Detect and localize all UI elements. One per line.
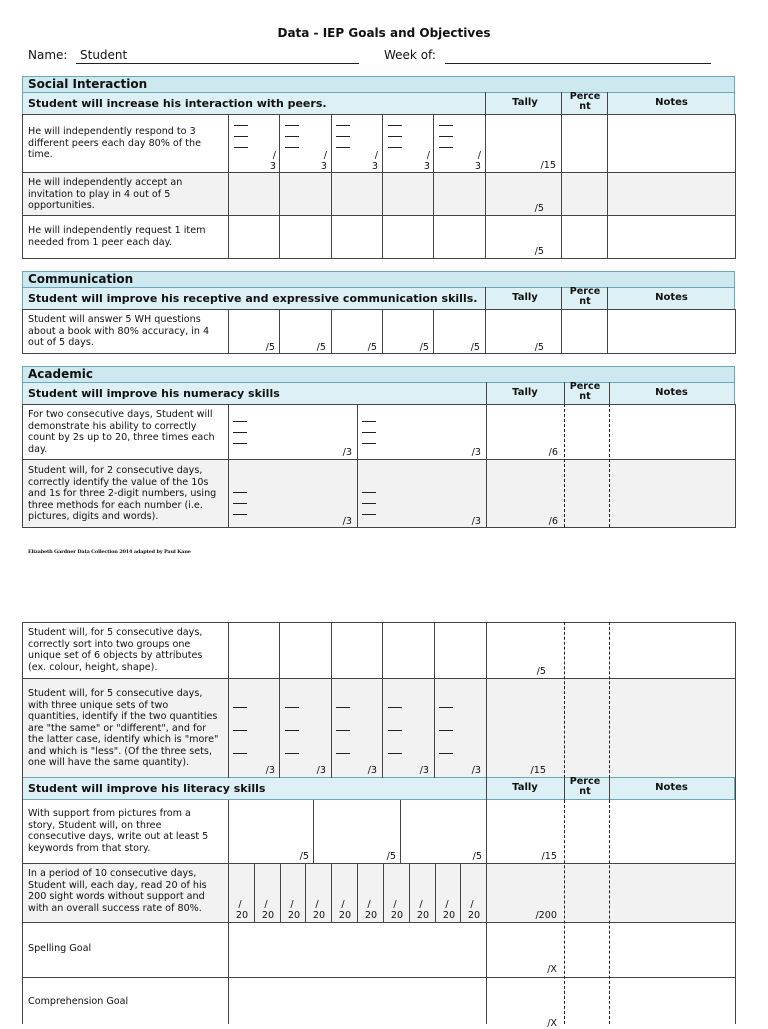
goal-text-social: Student will increase his interaction with peers. bbox=[28, 97, 327, 110]
tally-social-3[interactable]: /5 bbox=[534, 246, 544, 257]
goal-text-literacy: Student will improve his literacy skills bbox=[28, 782, 266, 795]
comm-cell-3[interactable]: /5 bbox=[367, 342, 377, 353]
tally-quantities[interactable]: /15 bbox=[530, 765, 546, 776]
header-tally: Tally bbox=[512, 387, 538, 398]
header-tally: Tally bbox=[512, 97, 538, 108]
tally-academic-2[interactable]: /6 bbox=[548, 516, 558, 527]
header-percent: Perce nt bbox=[569, 91, 601, 112]
name-value[interactable]: Student bbox=[80, 48, 128, 62]
header-notes: Notes bbox=[655, 292, 688, 303]
tally-keywords[interactable]: /15 bbox=[541, 851, 557, 862]
header-notes: Notes bbox=[655, 387, 688, 398]
objective-keywords: With support from pictures from a story, Student will, on three consecutive days, write out at least 5 keywords from that story. bbox=[28, 808, 209, 854]
objective-academic-1: For two consecutive days, Student will demonstrate his ability to correctly count by 2s up to 20, three times each day. bbox=[28, 409, 215, 455]
name-underline bbox=[76, 63, 359, 64]
header-tally: Tally bbox=[512, 292, 538, 303]
objective-social-1: He will independently respond to 3 different peers each day 80% of the time. bbox=[28, 126, 201, 160]
comm-cell-1[interactable]: /5 bbox=[265, 342, 275, 353]
header-percent: Perce nt bbox=[569, 776, 601, 797]
header-percent: Perce nt bbox=[569, 381, 601, 402]
week-underline[interactable] bbox=[445, 63, 711, 64]
week-label: Week of: bbox=[384, 48, 436, 62]
keywords-cell-2[interactable]: /5 bbox=[386, 851, 396, 862]
page-title: Data - IEP Goals and Objectives bbox=[277, 26, 491, 40]
header-tally: Tally bbox=[512, 782, 538, 793]
footer-credit: Elizabeth Gardner Data Collection 2014 adapted by Paul Kane bbox=[28, 549, 191, 555]
tally-sort[interactable]: /5 bbox=[536, 666, 546, 677]
comm-cell-5[interactable]: /5 bbox=[470, 342, 480, 353]
header-percent: Perce nt bbox=[569, 286, 601, 307]
objective-academic-2: Student will, for 2 consecutive days, correctly identify the value of the 10s and 1s for three 2-digit numbers, using three methods for each number (i.e. pictures, digits and words). bbox=[28, 465, 217, 522]
objective-sort: Student will, for 5 consecutive days, correctly sort into two groups one unique set of 6 objects by attributes (ex. colour, height, shape). bbox=[28, 627, 203, 673]
comprehension-goal: Comprehension Goal bbox=[28, 996, 129, 1007]
tally-social-2[interactable]: /5 bbox=[534, 203, 544, 214]
objective-sight-words: In a period of 10 consecutive days, Student will, each day, read 20 of his 200 sight words without support and with an overall success rate of 80%. bbox=[28, 868, 207, 914]
keywords-cell-3[interactable]: /5 bbox=[472, 851, 482, 862]
header-notes: Notes bbox=[655, 782, 688, 793]
comm-cell-2[interactable]: /5 bbox=[316, 342, 326, 353]
shaded-row bbox=[228, 173, 735, 216]
section-title-social: Social Interaction bbox=[22, 76, 735, 93]
tally-sight-words[interactable]: /200 bbox=[535, 910, 557, 921]
goal-text-academic: Student will improve his numeracy skills bbox=[28, 387, 280, 400]
objective-communication-1: Student will answer 5 WH questions about a book with 80% accuracy, in 4 out of 5 days. bbox=[28, 314, 210, 348]
tally-comprehension[interactable]: /X bbox=[547, 1018, 557, 1029]
tally-communication[interactable]: /5 bbox=[534, 342, 544, 353]
tally-spelling[interactable]: /X bbox=[547, 964, 557, 975]
header-notes: Notes bbox=[655, 97, 688, 108]
objective-quantities: Student will, for 5 consecutive days, with three unique sets of two quantities, identify if the two quantities are "the same" or "different", and for the latter case, identify which is "more" and which is "less". (Of the three sets, one will have the same quantity). bbox=[28, 688, 219, 768]
section-title-academic: Academic bbox=[22, 366, 735, 383]
objective-social-2: He will independently accept an invitation to play in 4 out of 5 opportunities. bbox=[28, 177, 183, 211]
keywords-cell-1[interactable]: /5 bbox=[299, 851, 309, 862]
comm-cell-4[interactable]: /5 bbox=[419, 342, 429, 353]
tally-social-1[interactable]: /15 bbox=[540, 160, 556, 171]
objective-social-3: He will independently request 1 item needed from 1 peer each day. bbox=[28, 225, 206, 248]
spelling-goal: Spelling Goal bbox=[28, 943, 92, 954]
section-title-communication: Communication bbox=[22, 271, 735, 288]
goal-text-communication: Student will improve his receptive and expressive communication skills. bbox=[28, 292, 478, 305]
tally-academic-1[interactable]: /6 bbox=[548, 447, 558, 458]
name-label: Name: bbox=[28, 48, 68, 62]
